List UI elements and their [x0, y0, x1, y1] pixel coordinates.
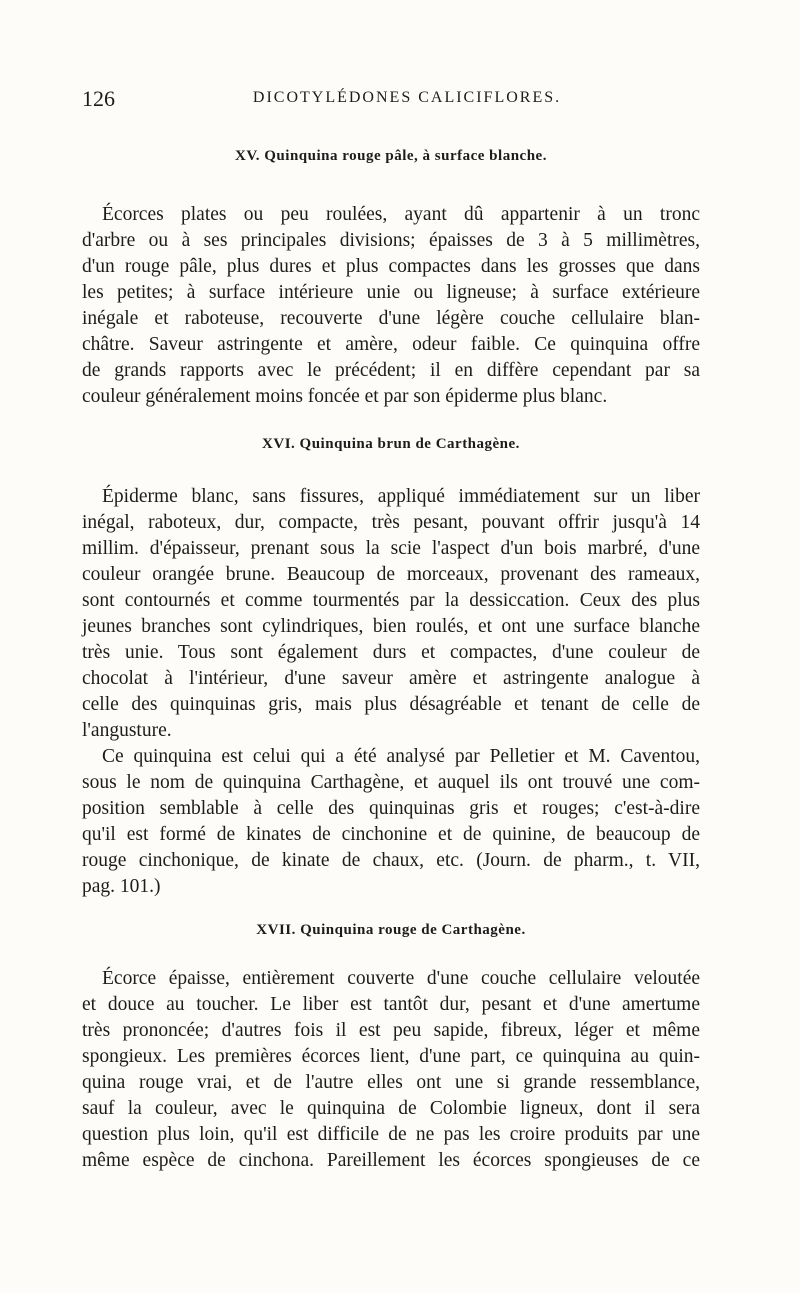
paragraph-xvii-1: [82, 966, 700, 1174]
text-line: pag. 101.): [82, 876, 161, 897]
text-line: l'angusture.: [82, 720, 172, 741]
text-line: couleur orangée brune. Beaucoup de morceaux, provenant des rameaux,: [82, 564, 700, 585]
text-line: Ce quinquina est celui qui a été analysé par Pelletier et M. Caventou,: [102, 746, 700, 767]
text-line: chocolat à l'intérieur, d'une saveur amère et astringente analogue à: [82, 668, 700, 689]
text-line: sont contournés et comme tourmentés par la dessiccation. Ceux des plus: [82, 590, 700, 611]
text-line: question plus loin, qu'il est difficile de ne pas les croire produits par une: [82, 1124, 700, 1145]
text-line: de grands rapports avec le précédent; il en diffère cependant par sa: [82, 360, 700, 381]
text-line: sauf la couleur, avec le quinquina de Colombie ligneux, dont il sera: [82, 1098, 700, 1119]
text-line: celle des quinquinas gris, mais plus désagréable et tenant de celle de: [82, 694, 700, 715]
text-line: couleur généralement moins foncée et par son épiderme plus blanc.: [82, 386, 608, 407]
text-line: même espèce de cinchona. Pareillement les écorces spongieuses de ce: [82, 1150, 700, 1171]
paragraph-xvi-2: [82, 744, 700, 900]
text-line: inégale et raboteuse, recouverte d'une légère couche cellulaire blan-: [82, 308, 700, 329]
text-line: millim. d'épaisseur, prenant sous la scie l'aspect d'un bois marbré, d'une: [82, 538, 700, 559]
text-line: Écorce épaisse, entièrement couverte d'une couche cellulaire veloutée: [102, 968, 700, 989]
text-line: châtre. Saveur astringente et amère, odeur faible. Ce quinquina offre: [82, 334, 700, 355]
text-line: jeunes branches sont cylindriques, bien roulés, et ont une surface blanche: [82, 616, 700, 637]
text-line: qu'il est formé de kinates de cinchonine et de quinine, de beaucoup de: [82, 824, 700, 845]
text-line: quina rouge vrai, et de l'autre elles ont une si grande ressemblance,: [82, 1072, 700, 1093]
text-line: très prononcée; d'autres fois il est peu sapide, fibreux, léger et même: [82, 1020, 700, 1041]
text-line: Écorces plates ou peu roulées, ayant dû appartenir à un tronc: [102, 204, 700, 225]
text-line: sous le nom de quinquina Carthagène, et auquel ils ont trouvé une com-: [82, 772, 700, 793]
page-header: [82, 86, 732, 112]
running-title: DICOTYLÉDONES CALICIFLORES.: [252, 89, 562, 106]
section-title-xvi: XVI. Quinquina brun de Carthagène.: [262, 436, 520, 452]
text-line: très unie. Tous sont également durs et compactes, d'une couleur de: [82, 642, 700, 663]
text-line: et douce au toucher. Le liber est tantôt dur, pesant et d'une amertume: [82, 994, 700, 1015]
text-line: d'un rouge pâle, plus dures et plus compactes dans les grosses que dans: [82, 256, 700, 277]
text-line: les petites; à surface intérieure unie ou ligneuse; à surface extérieure: [82, 282, 700, 303]
paragraph-xvi-1: [82, 484, 700, 744]
text-line: rouge cinchonique, de kinate de chaux, etc. (Journ. de pharm., t. VII,: [82, 850, 700, 871]
text-line: spongieux. Les premières écorces lient, d'une part, ce quinquina au quin-: [82, 1046, 700, 1067]
text-line: d'arbre ou à ses principales divisions; épaisses de 3 à 5 millimètres,: [82, 230, 700, 251]
page-number: 126: [82, 86, 115, 111]
text-line: Épiderme blanc, sans fissures, appliqué immédiatement sur un liber: [102, 486, 700, 507]
text-line: position semblable à celle des quinquinas gris et rouges; c'est-à-dire: [82, 798, 700, 819]
section-title-xvii: XVII. Quinquina rouge de Carthagène.: [256, 922, 526, 938]
paragraph-xv-1: [82, 202, 700, 410]
text-line: inégal, raboteux, dur, compacte, très pesant, pouvant offrir jusqu'à 14: [82, 512, 700, 533]
section-title-xv: XV. Quinquina rouge pâle, à surface blanche.: [235, 148, 547, 164]
